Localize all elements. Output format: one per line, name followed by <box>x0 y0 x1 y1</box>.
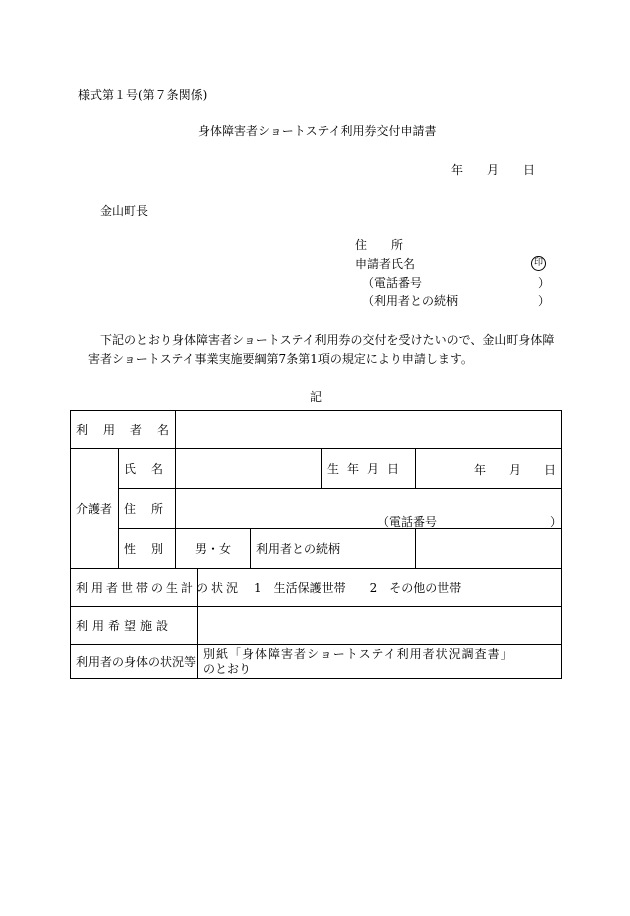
applicant-relation-close: ） <box>538 294 551 308</box>
sex-label: 性別 <box>119 529 176 569</box>
household-status-options[interactable]: 1 生活保護世帯 2 その他の世帯 <box>198 569 562 607</box>
seal-mark <box>531 254 546 271</box>
date-day: 日 <box>523 163 536 177</box>
user-name-field[interactable] <box>176 411 562 449</box>
caregiver-name-field[interactable] <box>176 449 322 489</box>
relation-label: 利用者との続柄 <box>251 529 416 569</box>
body-text-line2: 害者ショートステイ事業実施要綱第7条第1項の規定により申請します。 <box>88 352 473 366</box>
ki-label: 記 <box>310 390 323 404</box>
application-table <box>70 410 562 679</box>
birthdate-field[interactable] <box>416 449 562 489</box>
form-number: 様式第１号(第７条関係) <box>78 88 208 102</box>
relation-field[interactable] <box>416 529 562 569</box>
birth-day: 日 <box>544 463 557 477</box>
caregiver-name-label: 氏名 <box>119 449 176 489</box>
caregiver-address-label: 住所 <box>119 489 176 529</box>
applicant-address-label: 住 所 <box>355 238 404 252</box>
facility-field[interactable] <box>198 607 562 645</box>
seal-icon: 印 <box>531 256 546 271</box>
addressee: 金山町長 <box>100 204 149 218</box>
applicant-relation-label: （利用者との続柄 <box>362 294 459 308</box>
sex-options[interactable]: 男・女 <box>176 529 251 569</box>
caregiver-phone-label: （電話番号 <box>377 515 438 529</box>
applicant-phone-close: ） <box>538 276 551 290</box>
caregiver-phone-close: ） <box>550 515 563 529</box>
household-status-label: 利用者世帯の生計の状況 <box>71 569 198 607</box>
physical-status-line2: のとおり <box>203 661 252 676</box>
physical-status-label: 利用者の身体の状況等 <box>71 645 198 679</box>
birth-month: 月 <box>509 463 522 477</box>
caregiver-address-field[interactable] <box>176 489 562 529</box>
document-title: 身体障害者ショートステイ利用券交付申請書 <box>198 124 437 138</box>
date-month: 月 <box>487 163 500 177</box>
date-year: 年 <box>451 163 464 177</box>
body-text-line1: 下記のとおり身体障害者ショートステイ利用券の交付を受けたいので、金山町身体障 <box>100 333 555 347</box>
applicant-name-label: 申請者氏名 <box>355 257 416 271</box>
birthdate-label: 生年月日 <box>322 449 416 489</box>
user-name-label: 利用者名 <box>71 411 176 449</box>
caregiver-label: 介護者 <box>71 449 119 569</box>
birth-year: 年 <box>474 463 487 477</box>
physical-status-line1: 別紙「身体障害者ショートステイ利用者状況調査書」 <box>203 646 514 661</box>
applicant-phone-label: （電話番号 <box>362 276 423 290</box>
facility-label: 利用希望施設 <box>71 607 198 645</box>
physical-status-value <box>198 645 562 679</box>
